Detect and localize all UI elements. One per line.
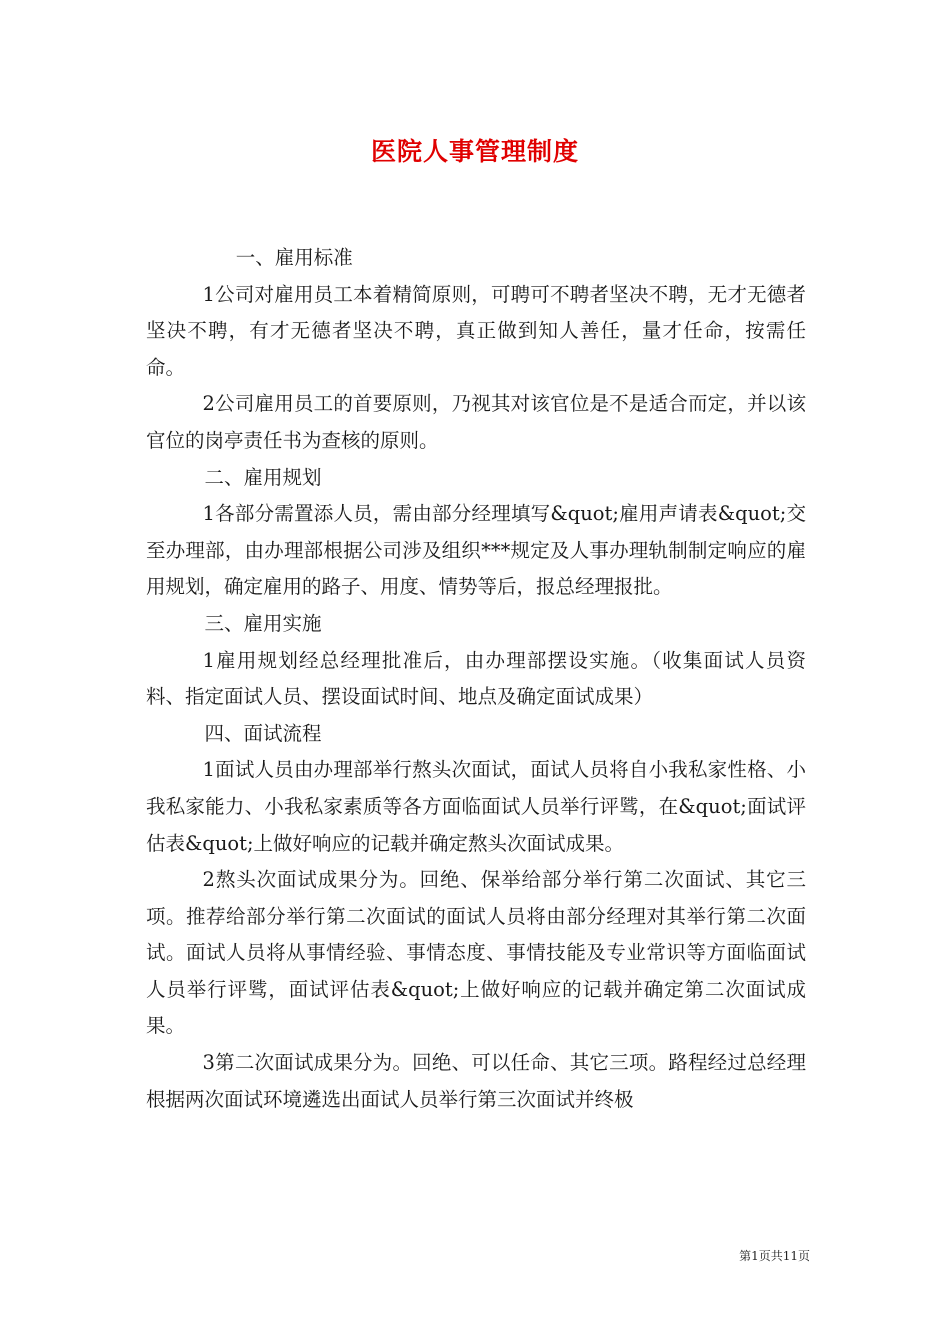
section-heading: 二、雇用规划 — [204, 465, 322, 489]
section-heading: 三、雇用实施 — [204, 611, 322, 635]
paragraph: 2熬头次面试成果分为。回绝、保举给部分举行第二次面试、其它三项。推荐给部分举行第二次面试的面试人员将由部分经理对其举行第二次面试。面试人员将从事情经验、事情态度、事情技能及专业常识等方面临面试人员举行评骘，面试评估表&quot;上做好响应的记载并确定第二次面试成果。 — [146, 868, 806, 1038]
paragraph: 3第二次面试成果分为。回绝、可以任命、其它三项。路程经过总经理根据两次面试环境遴选出面试人员举行第三次面试并终极 — [146, 1051, 806, 1111]
page-number: 第1页共11页 — [739, 1249, 810, 1263]
document-body — [146, 240, 806, 1118]
page-title: 医院人事管理制度 — [370, 137, 579, 166]
section-heading: 一、雇用标准 — [235, 246, 353, 269]
section-heading: 四、面试流程 — [204, 721, 322, 745]
paragraph: 1公司对雇用员工本着精简原则，可聘可不聘者坚决不聘，无才无德者坚决不聘，有才无德者坚决不聘，真正做到知人善任，量才任命，按需任命。 — [146, 282, 806, 379]
paragraph: 1面试人员由办理部举行熬头次面试，面试人员将自小我私家性格、小我私家能力、小我私家素质等各方面临面试人员举行评骘，在&quot;面试评估表&quot;上做好响应的记载并确定熬头次面试成果。 — [146, 758, 806, 855]
paragraph: 1各部分需置添人员，需由部分经理填写&quot;雇用声请表&quot;交至办理部，由办理部根据公司涉及组织***规定及人事办理轨制制定响应的雇用规划，确定雇用的路子、用度、情势等后，报总经理报批。 — [146, 502, 806, 599]
paragraph: 1雇用规划经总经理批准后，由办理部摆设实施。（收集面试人员资料、指定面试人员、摆设面试时间、地点及确定面试成果） — [146, 648, 806, 709]
paragraph: 2公司雇用员工的首要原则，乃视其对该官位是不是适合而定，并以该官位的岗亭责任书为查核的原则。 — [146, 392, 806, 452]
